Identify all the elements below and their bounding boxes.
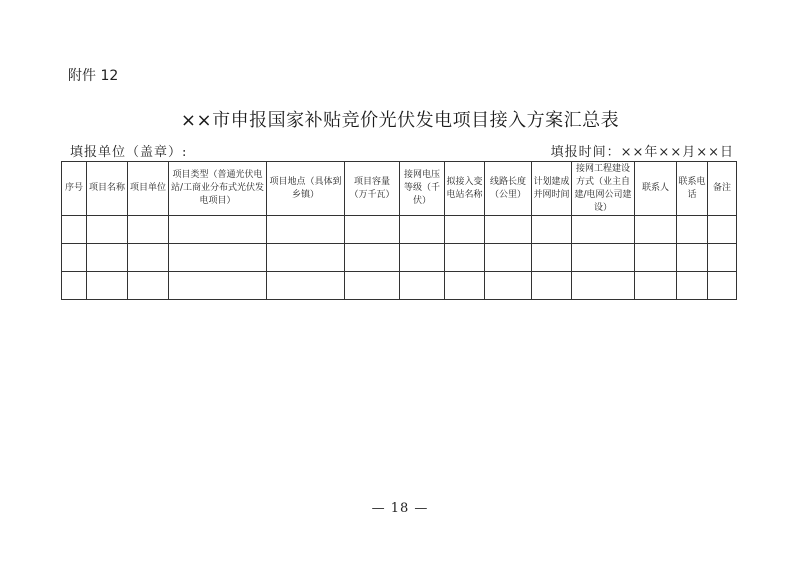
table-cell: [169, 272, 267, 300]
table-cell: [485, 216, 532, 244]
table-cell: [677, 216, 708, 244]
table-cell: [532, 272, 572, 300]
table-cell: [267, 244, 345, 272]
table-cell: [62, 216, 87, 244]
header-cell-construction-method: 接网工程建设方式（业主自建/电网公司建设）: [572, 162, 635, 216]
header-cell-voltage-level: 接网电压等级（千伏）: [400, 162, 445, 216]
table-cell: [128, 216, 169, 244]
table-cell: [708, 216, 737, 244]
header-cell-contact-person: 联系人: [635, 162, 677, 216]
fill-time-label: 填报时间：××年××月××日: [550, 145, 734, 160]
table-cell: [445, 244, 485, 272]
table-cell: [169, 244, 267, 272]
table-cell: [485, 272, 532, 300]
table-cell: [635, 244, 677, 272]
table-cell: [267, 216, 345, 244]
table-cell: [677, 244, 708, 272]
table-cell: [445, 216, 485, 244]
table-cell: [169, 216, 267, 244]
table-cell: [708, 272, 737, 300]
header-cell-line-length: 线路长度（公里）: [485, 162, 532, 216]
table-cell: [400, 272, 445, 300]
header-cell-project-location: 项目地点（具体到乡镇）: [267, 162, 345, 216]
table-cell: [400, 244, 445, 272]
table-cell: [128, 272, 169, 300]
attachment-label: 附件 12: [68, 68, 119, 84]
table-cell: [87, 216, 128, 244]
table-cell: [532, 244, 572, 272]
header-cell-index: 序号: [62, 162, 87, 216]
table-cell: [572, 272, 635, 300]
table-cell: [62, 272, 87, 300]
table-cell: [87, 244, 128, 272]
table-cell: [677, 272, 708, 300]
table-cell: [62, 244, 87, 272]
header-cell-project-capacity: 项目容量（万千瓦）: [345, 162, 400, 216]
fill-unit-label: 填报单位（盖章）:: [70, 145, 188, 160]
table-row: [62, 272, 737, 300]
table-cell: [400, 216, 445, 244]
table-cell: [532, 216, 572, 244]
header-cell-remarks: 备注: [708, 162, 737, 216]
table-row: [62, 244, 737, 272]
header-cell-project-name: 项目名称: [87, 162, 128, 216]
header-cell-substation-name: 拟接入变电站名称: [445, 162, 485, 216]
table-cell: [345, 216, 400, 244]
table-cell: [635, 272, 677, 300]
table-cell: [445, 272, 485, 300]
header-row: [62, 162, 737, 216]
table-cell: [267, 272, 345, 300]
table-cell: [345, 272, 400, 300]
table-cell: [572, 216, 635, 244]
table-row: [62, 216, 737, 244]
table-cell: [485, 244, 532, 272]
header-cell-project-type: 项目类型（普通光伏电站/工商业分布式光伏发电项目）: [169, 162, 267, 216]
table-cell: [708, 244, 737, 272]
header-cell-contact-phone: 联系电话: [677, 162, 708, 216]
summary-table: [61, 161, 737, 300]
table-cell: [345, 244, 400, 272]
header-cell-project-unit: 项目单位: [128, 162, 169, 216]
document-title: ××市申报国家补贴竞价光伏发电项目接入方案汇总表: [180, 110, 620, 131]
table-cell: [87, 272, 128, 300]
table-cell: [635, 216, 677, 244]
page-number: — 18 —: [371, 501, 429, 516]
header-cell-grid-connection-time: 计划建成并网时间: [532, 162, 572, 216]
table-cell: [128, 244, 169, 272]
table-cell: [572, 244, 635, 272]
